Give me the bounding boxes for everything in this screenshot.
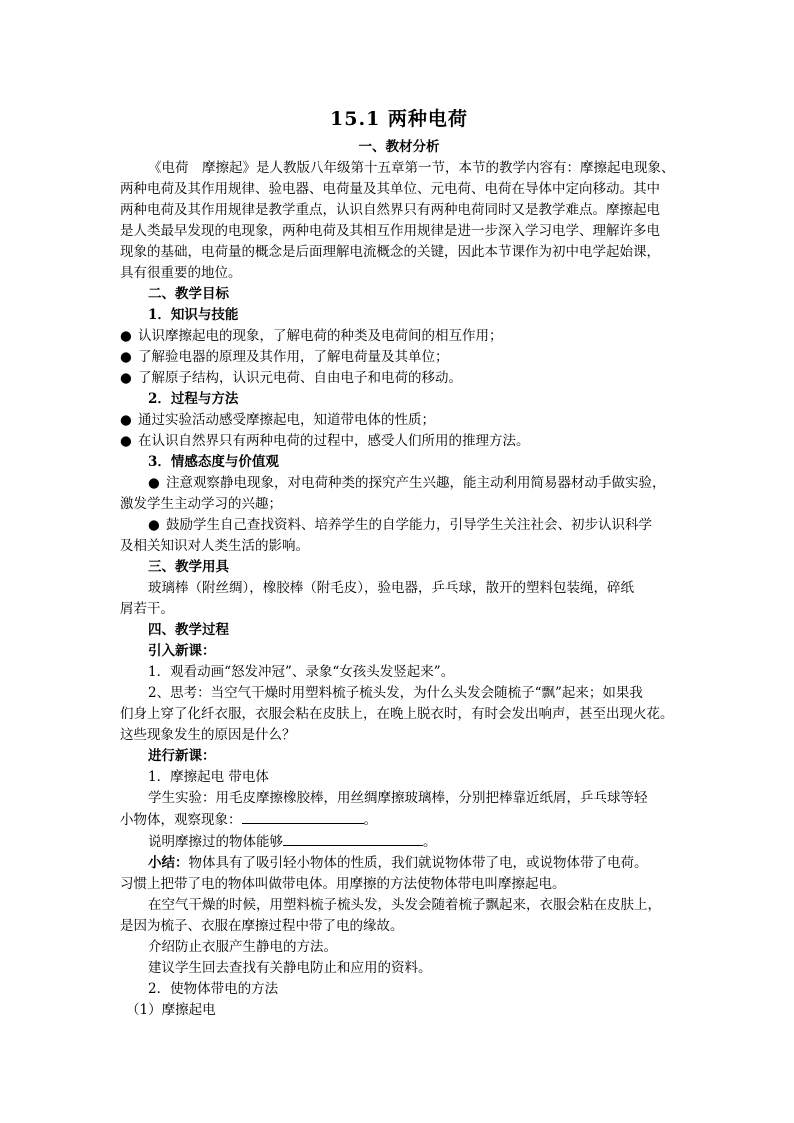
paragraph-line: 在空气干燥的时候，用塑料梳子梳头发，头发会随着梳子飘起来，衣服会粘在皮肤上， <box>148 897 661 913</box>
bullet-icon: ● <box>120 349 132 365</box>
paragraph-line: 建议学生回去查找有关静电防止和应用的资料。 <box>148 960 432 976</box>
subheading-process: 2．过程与方法 <box>148 391 239 407</box>
paragraph-line: 介绍防止衣服产生静电的方法。 <box>148 939 337 955</box>
paragraph-line: 两种电荷及其作用规律是教学重点，认识自然界只有两种电荷同时又是教学难点。摩擦起电 <box>120 202 660 218</box>
subheading-attitude: 3．情感态度与价值观 <box>148 454 279 470</box>
section-heading-analysis: 一、教材分析 <box>358 139 440 155</box>
page-title: 15.1 两种电荷 <box>330 108 468 130</box>
paragraph-line: （1）摩擦起电 <box>126 1002 216 1018</box>
fill-blank-explain <box>283 831 423 846</box>
paragraph-line: 小结：物体具有了吸引轻小物体的性质，我们就说物体带了电，或说物体带了电荷。 <box>148 855 648 871</box>
list-item: ● 通过实验活动感受摩擦起电，知道带电体的性质； <box>120 410 678 431</box>
subheading-new-lesson: 进行新课： <box>148 748 216 764</box>
section-heading-process: 四、教学过程 <box>148 622 229 638</box>
list-item: ● 了解验电器的原理及其作用，了解电荷量及其单位； <box>120 347 678 368</box>
paragraph-line: 小物体，观察现象： 。 <box>120 809 678 831</box>
paragraph-line: 两种电荷及其作用规律、验电器、电荷量及其单位、元电荷、电荷在导体中定向移动。其中 <box>120 181 660 197</box>
paragraph-line: 这些现象发生的原因是什么？ <box>120 727 296 743</box>
paragraph-line: 激发学生主动学习的兴趣； <box>120 496 282 512</box>
list-item: ● 鼓励学生自己查找资料、培养学生的自学能力，引导学生关注社会、初步认识科学 <box>120 515 678 536</box>
paragraph-line: 2．使物体带电的方法 <box>148 981 279 997</box>
paragraph-line: 具有很重要的地位。 <box>120 265 242 281</box>
bullet-icon: ● <box>148 517 160 533</box>
summary-label: 小结： <box>148 855 189 871</box>
paragraph-line: 是人类最早发现的电现象，两种电荷及其相互作用规律是进一步深入学习电学、理解许多电 <box>120 223 660 239</box>
subheading-intro: 引入新课： <box>148 643 216 659</box>
list-item: ● 注意观察静电现象，对电荷种类的探究产生兴趣，能主动利用简易器材动手做实验， <box>120 473 678 494</box>
list-item: ● 了解原子结构，认识元电荷、自由电子和电荷的移动。 <box>120 368 678 389</box>
subheading-knowledge: 1．知识与技能 <box>148 307 239 323</box>
paragraph-line: 学生实验：用毛皮摩擦橡胶棒，用丝绸摩擦玻璃棒，分别把棒靠近纸屑，乒乓球等轻 <box>148 790 648 806</box>
paragraph-line: 是因为梳子、衣服在摩擦过程中带了电的缘故。 <box>120 918 404 934</box>
paragraph-line: 现象的基础，电荷量的概念是后面理解电流概念的关键，因此本节课作为初中电学起始课， <box>120 244 660 260</box>
section-heading-materials: 三、教学用具 <box>148 559 229 575</box>
fill-blank-observation <box>242 809 364 824</box>
bullet-icon: ● <box>120 370 132 386</box>
bullet-icon: ● <box>148 475 160 491</box>
section-heading-objectives: 二、教学目标 <box>148 286 229 302</box>
paragraph-line: 2、思考：当空气干燥时用塑料梳子梳头发，为什么头发会随梳子“飘”起来；如果我 <box>148 685 643 701</box>
bullet-icon: ● <box>120 328 132 344</box>
paragraph-line: 习惯上把带了电的物体叫做带电体。用摩擦的方法使物体带电叫摩擦起电。 <box>120 876 566 892</box>
document-page <box>120 104 678 1021</box>
bullet-icon: ● <box>120 412 132 428</box>
paragraph-line: 1．摩擦起电 带电体 <box>148 769 269 785</box>
bullet-icon: ● <box>120 433 132 449</box>
paragraph-line: 《电荷 摩擦起》是人教版八年级第十五章第一节，本节的教学内容有：摩擦起电现象、 <box>148 160 675 176</box>
paragraph-line: 1．观看动画“怒发冲冠”、录象“女孩头发竖起来”。 <box>148 664 455 680</box>
list-item: ● 在认识自然界只有两种电荷的过程中，感受人们所用的推理方法。 <box>120 431 678 452</box>
paragraph-line: 屑若干。 <box>120 601 174 617</box>
paragraph-line: 玻璃棒（附丝绸），橡胶棒（附毛皮），验电器，乒乓球，散开的塑料包装绳，碎纸 <box>148 580 634 596</box>
paragraph-line: 及相关知识对人类生活的影响。 <box>120 538 309 554</box>
paragraph-line: 说明摩擦过的物体能够 。 <box>120 831 678 853</box>
paragraph-line: 们身上穿了化纤衣服，衣服会粘在皮肤上，在晚上脱衣时，有时会发出响声，甚至出现火花。 <box>120 706 674 722</box>
list-item: ● 认识摩擦起电的现象，了解电荷的种类及电荷间的相互作用； <box>120 326 678 347</box>
